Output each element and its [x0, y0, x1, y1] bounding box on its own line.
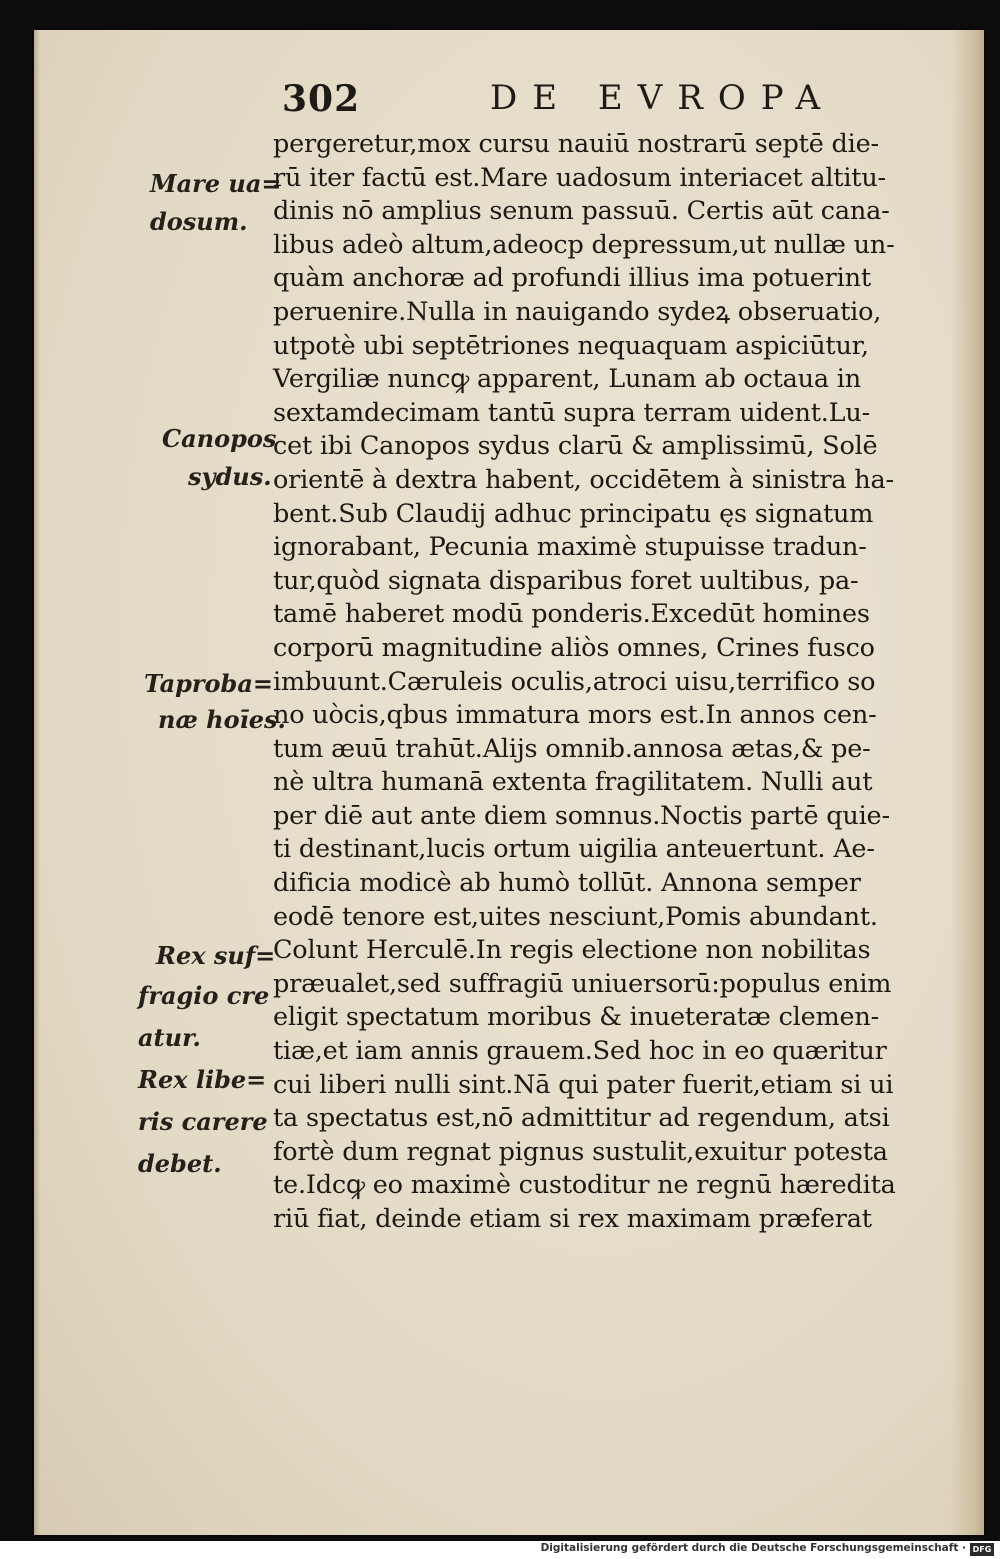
margin-note: Canopos — [162, 424, 277, 453]
text-line: cet ibi Canopos sydus clarū & amplissimū, Solē — [273, 431, 878, 462]
text-line: sextamdecimam tantū supra terram uident.Lu- — [273, 397, 871, 428]
text-line: nè ultra humanā extenta fragilitatem. Nulli aut — [273, 767, 873, 798]
text-line: peruenire.Nulla in nauigando sydeꝝ obseruatio, — [273, 296, 882, 327]
text-line: eodē tenore est,uites nesciunt,Pomis abundant. — [273, 901, 878, 932]
margin-note: Rex suf= — [156, 941, 276, 970]
text-line: orientē à dextra habent, occidētem à sinistra ha- — [273, 464, 894, 495]
text-line: ignorabant, Pecunia maximè stupuisse tradun- — [273, 532, 867, 563]
text-line: bent.Sub Claudij adhuc principatu ęs signatum — [273, 498, 874, 529]
text-line: Colunt Herculē.In regis electione non nobilitas — [273, 935, 871, 966]
text-line: Vergiliæ nuncꝙ apparent, Lunam ab octaua in — [273, 364, 861, 395]
text-line: pergeretur,mox cursu nauiū nostrarū septē die- — [273, 129, 879, 159]
text-line: præualet,sed suffragiū uniuersorū:populus enim — [273, 968, 892, 999]
text-line: rū iter factū est.Mare uadosum interiacet altitu- — [273, 162, 886, 193]
margin-note: Taproba= — [144, 669, 273, 698]
dfg-logo: DFG — [970, 1543, 994, 1556]
text-line: imbuunt.Cæruleis oculis,atroci uisu,terrifico so — [273, 666, 876, 697]
text-line: tiæ,et iam annis grauem.Sed hoc in eo quæritur — [273, 1036, 887, 1067]
text-line: quàm anchoræ ad profundi illius ima potuerint — [273, 263, 871, 294]
page-right-edge — [950, 30, 984, 1535]
page-left-edge — [34, 30, 40, 1535]
footer-credit: Digitalisierung gefördert durch die Deutsche Forschungsgemeinschaft · — [540, 1542, 966, 1554]
margin-note: Mare ua= — [150, 169, 282, 198]
text-line: riū fiat, deinde etiam si rex maximam præferat — [273, 1204, 872, 1234]
text-line: fortè dum regnat pignus sustulit,exuitur potesta — [273, 1136, 888, 1167]
text-line: libus adeò altum,adeocp depressum,ut nullæ un- — [273, 229, 895, 260]
margin-note: debet. — [138, 1149, 222, 1178]
text-line: te.Idcꝙ eo maximè custoditur ne regnū hæredita — [273, 1170, 896, 1201]
margin-note: atur. — [138, 1023, 201, 1052]
text-line: eligit spectatum moribus & inueteratæ clemen- — [273, 1002, 880, 1033]
text-line: dificia modicè ab humò tollūt. Annona semper — [273, 868, 861, 899]
running-title: DE EVROPA — [490, 78, 836, 118]
text-line: tum æuū trahūt.Alijs omnib.annosa ætas,& pe- — [273, 733, 871, 764]
text-line: tur,quòd signata disparibus foret uultibus, pa- — [273, 565, 859, 596]
text-line: cui liberi nulli sint.Nā qui pater fuerit,etiam si ui — [273, 1069, 894, 1100]
margin-note: fragio cre — [138, 981, 270, 1010]
margin-note: sydus. — [188, 462, 272, 491]
text-line: ti destinant,lucis ortum uigilia anteuertunt. Ae- — [273, 834, 875, 865]
margin-note: ris carere — [138, 1107, 268, 1136]
page-number: 302 — [282, 78, 361, 120]
text-line: utpotè ubi septētriones nequaquam aspiciūtur, — [273, 330, 869, 361]
text-line: ta spectatus est,nō admittitur ad regendum, atsi — [273, 1103, 890, 1134]
text-line: no uòcis,qbus immatura mors est.In annos cen- — [273, 700, 877, 731]
text-line: tamē haberet modū ponderis.Excedūt homines — [273, 599, 870, 630]
body-text — [273, 128, 933, 1237]
text-line: corporū magnitudine aliòs omnes, Crines fusco — [273, 632, 875, 663]
margin-note: næ hoīes. — [158, 705, 286, 734]
margin-note: Rex libe= — [138, 1065, 267, 1094]
margin-note: dosum. — [150, 207, 248, 236]
text-line: dinis nō amplius senum passuū. Certis aūt cana- — [273, 196, 890, 227]
text-line: per diē aut ante diem somnus.Noctis partē quie- — [273, 800, 890, 831]
